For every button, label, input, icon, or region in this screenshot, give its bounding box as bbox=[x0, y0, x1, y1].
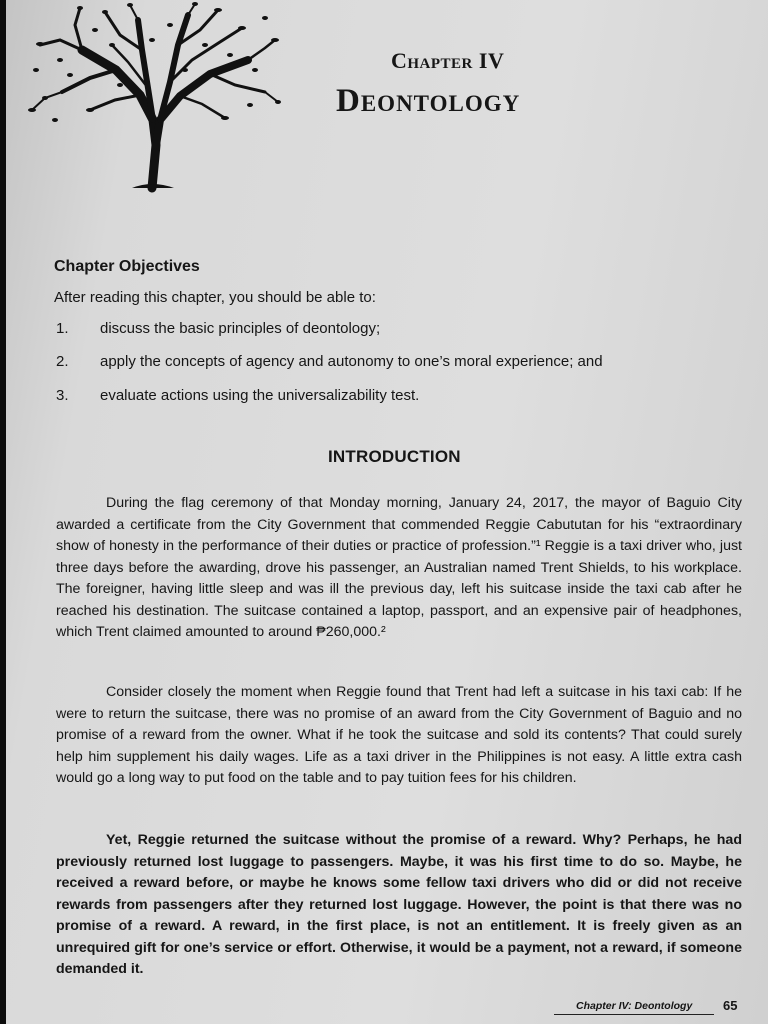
objectives-heading: Chapter Objectives bbox=[54, 258, 200, 275]
chapter-number: Chapter IV bbox=[391, 48, 505, 73]
objective-number: 2. bbox=[56, 353, 69, 370]
introduction-heading: INTRODUCTION bbox=[328, 447, 461, 466]
page-number: 65 bbox=[723, 998, 738, 1013]
tree-illustration bbox=[20, 0, 282, 196]
introduction-paragraph-2: Consider closely the moment when Reggie found that Trent had left a suitcase in his taxi cab: If he were to return the suitcase, there was no promise of an award from the City Government of Baguio and no promise of a reward from the owner. What if he took the suitcase and sold its contents? That could surely help him supplement his daily wages. Life as a taxi driver in the Philippines is not easy. A little extra cash would go a long way to put food on the table and to pay tuition fees for his children. bbox=[56, 684, 742, 787]
introduction-paragraph-1: During the flag ceremony of that Monday morning, January 24, 2017, the mayor of Baguio City awarded a certificate from the City Government that commended Reggie Cabututan for his “extraordinary show of honesty in the performance of their duties or practice of profession.”¹ Reggie is a taxi driver who, just three days before the awarding, drove his passenger, an Australian named Trent Shields, to his workplace. The foreigner, having little sleep and was ill the previous day, left his suitcase inside the taxi cab after he reached his destination. The suitcase contained a laptop, passport, and an expensive pair of headphones, which Trent claimed amounted to around ₱260,000.² bbox=[56, 495, 742, 641]
objective-text: evaluate actions using the universalizability test. bbox=[100, 387, 420, 404]
objective-number: 3. bbox=[56, 387, 69, 404]
chapter-title: Deontology bbox=[336, 83, 521, 119]
introduction-paragraph-3: Yet, Reggie returned the suitcase without the promise of a reward. Why? Perhaps, he had previously returned lost luggage to passengers. Maybe, it was his first time to do so. Maybe, he received a reward before, or maybe he knows some fellow taxi drivers who did or did not receive rewards from passengers after they returned lost luggage. However, the point is that there was no promise of a reward. A reward, in the first place, is not an entitlement. It is freely given as an unrequired gift for one’s service or effort. Otherwise, it would be a payment, not a reward, if someone demanded it. bbox=[56, 832, 742, 978]
objective-number: 1. bbox=[56, 320, 69, 337]
book-page bbox=[6, 0, 768, 1024]
objective-text: discuss the basic principles of deontology; bbox=[100, 320, 381, 337]
footer-running-title: Chapter IV: Deontology bbox=[576, 1000, 693, 1012]
objective-text: apply the concepts of agency and autonomy to one’s moral experience; and bbox=[100, 353, 603, 370]
footer-rule bbox=[554, 1014, 714, 1015]
objectives-intro: After reading this chapter, you should be able to: bbox=[54, 289, 376, 306]
